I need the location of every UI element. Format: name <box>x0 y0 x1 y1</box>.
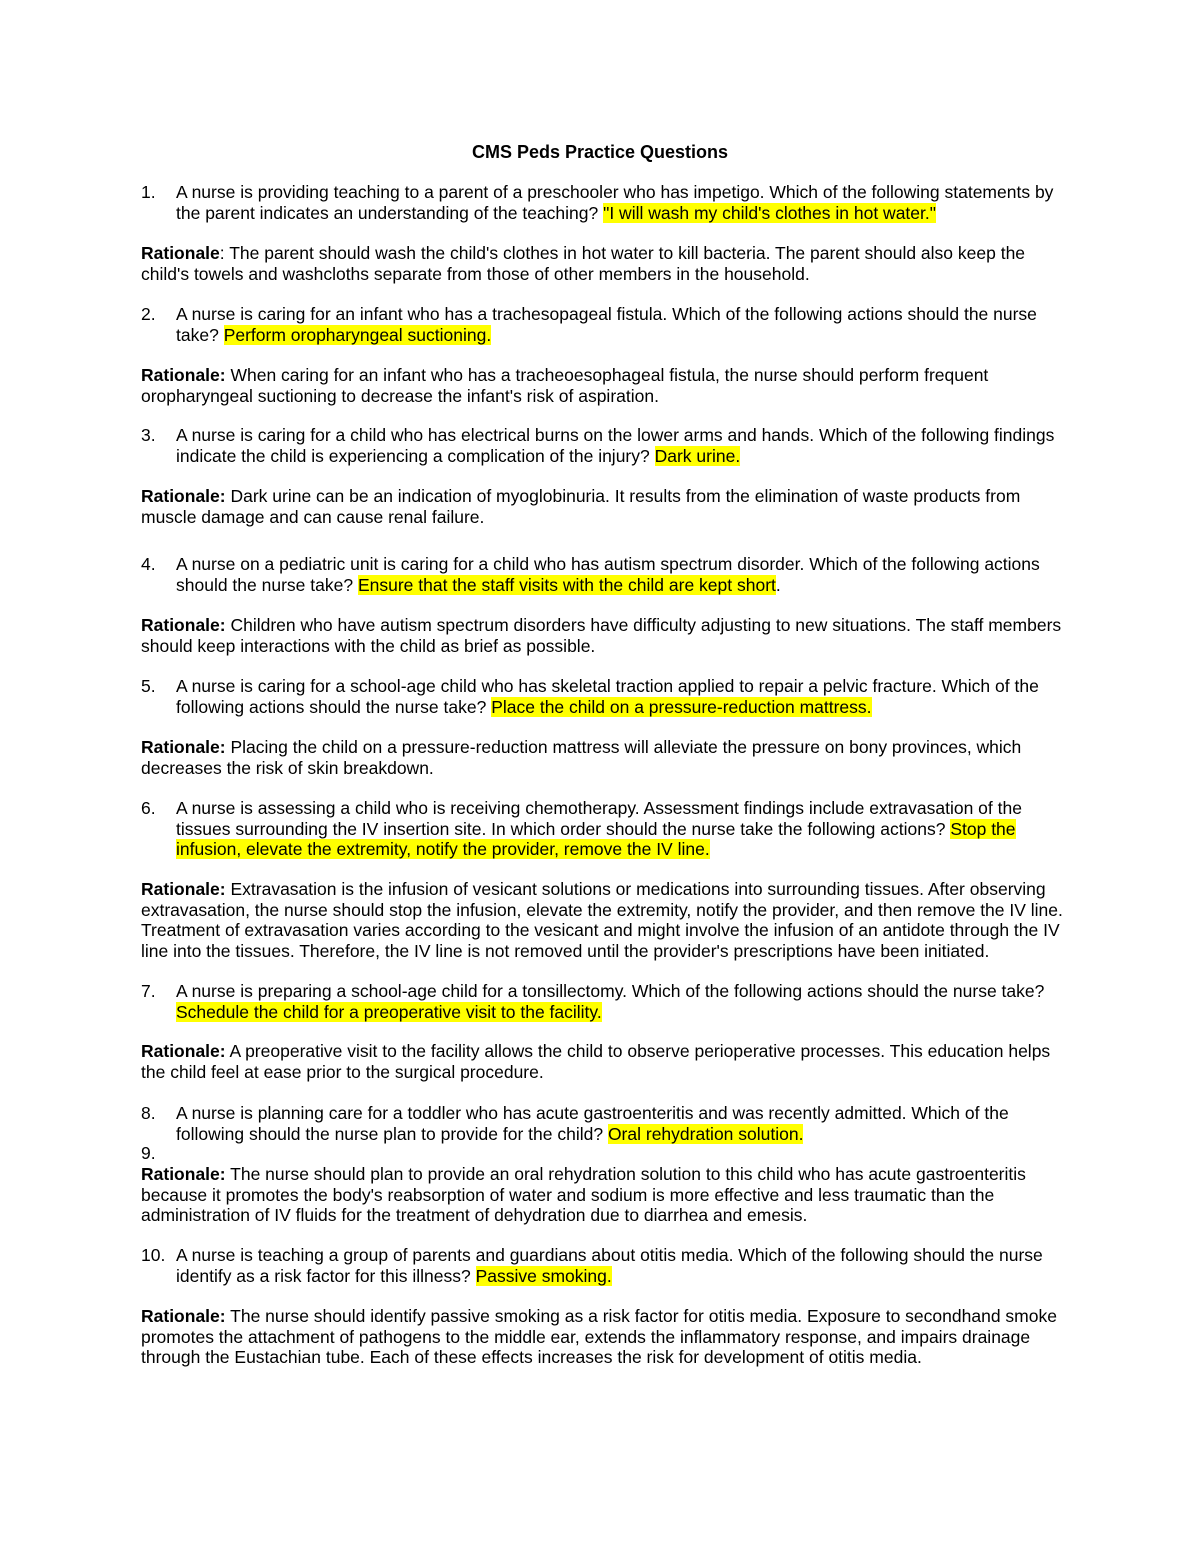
question-6 <box>141 798 1071 860</box>
rationale-label: Rationale: <box>141 737 226 757</box>
rationale-text: The nurse should identify passive smoking as a risk factor for otitis media. Exposure to secondhand smoke promotes the attachment of pathogens to the middle ear, extends the inflammatory response, and impairs drainage through the Eustachian tube. Each of these effects increases the risk for development of otitis media. <box>141 1306 1057 1367</box>
question-number: 4. <box>141 554 156 574</box>
answer-highlight: Place the child on a pressure-reduction mattress. <box>491 696 872 717</box>
rationale-text: Children who have autism spectrum disorders have difficulty adjusting to new situations. The staff members should keep interactions with the child as brief as possible. <box>141 615 1062 656</box>
rationale-label: Rationale: <box>141 1164 226 1184</box>
question-text: A nurse is providing teaching to a parent of a preschooler who has impetigo. Which of the following statements by the parent indicates an understanding of the teaching? <box>176 182 1054 223</box>
rationale-text: Placing the child on a pressure-reduction mattress will alleviate the pressure on bony provinces, which decreases the risk of skin breakdown. <box>141 737 1022 778</box>
question-number: 2. <box>141 304 156 324</box>
question-number: 8. <box>141 1103 156 1123</box>
answer-highlight: Schedule the child for a preoperative visit to the facility. <box>176 1001 602 1022</box>
rationale-1 <box>141 243 1066 284</box>
rationale-text: Extravasation is the infusion of vesicant solutions or medications into surrounding tissues. After observing extravasation, the nurse should stop the infusion, elevate the extremity, notify the provider, and then remove the IV line. Treatment of extravasation varies according to the vesicant and might involve the infusion of an antidote through the IV line into the tissues. Therefore, the IV line is not removed until the provider's prescriptions have been initiated. <box>141 879 1063 961</box>
empty-list-number: 9. <box>141 1143 156 1163</box>
answer-highlight: Stop the infusion, elevate the extremity, notify the provider, remove the IV line. <box>176 818 1016 859</box>
answer-highlight: Dark urine. <box>654 445 741 466</box>
rationale-label: Rationale: <box>141 879 226 899</box>
question-text: A nurse is caring for a child who has electrical burns on the lower arms and hands. Which of the following findings indicate the child is experiencing a complication of the injury? <box>176 425 1055 466</box>
rationale-4 <box>141 615 1066 656</box>
rationale-label: Rationale: <box>141 1041 226 1061</box>
answer-highlight: Oral rehydration solution. <box>607 1123 804 1144</box>
question-10 <box>141 1245 1071 1286</box>
rationale-text: Dark urine can be an indication of myoglobinuria. It results from the elimination of waste products from muscle damage and can cause renal failure. <box>141 486 1021 527</box>
question-1 <box>141 182 1071 223</box>
rationale-text: A preoperative visit to the facility allows the child to observe perioperative processes. This education helps the child feel at ease prior to the surgical procedure. <box>141 1041 1051 1082</box>
rationale-label: Rationale <box>141 243 220 263</box>
question-text: A nurse on a pediatric unit is caring for a child who has autism spectrum disorder. Which of the following actions should the nurse take? <box>176 554 1040 595</box>
answer-highlight: Passive smoking. <box>475 1265 612 1286</box>
question-text: A nurse is assessing a child who is receiving chemotherapy. Assessment findings include extravasation of the tissues surrounding the IV insertion site. In which order should the nurse take the following actions? <box>176 798 1022 839</box>
question-2 <box>141 304 1071 345</box>
question-3 <box>141 425 1071 466</box>
question-text: A nurse is preparing a school-age child for a tonsillectomy. Which of the following actions should the nurse take? <box>176 981 1045 1001</box>
rationale-2 <box>141 365 1066 406</box>
question-number: 7. <box>141 981 156 1001</box>
question-number: 6. <box>141 798 156 818</box>
answer-highlight: "I will wash my child's clothes in hot water." <box>603 202 936 223</box>
rationale-5 <box>141 737 1066 778</box>
rationale-8 <box>141 1164 1066 1226</box>
answer-trailing: . <box>775 574 781 595</box>
question-text: A nurse is planning care for a toddler who has acute gastroenteritis and was recently admitted. Which of the following should the nurse plan to provide for the child? <box>176 1103 1009 1144</box>
answer-highlight: Ensure that the staff visits with the child are kept short <box>357 574 776 595</box>
rationale-label: Rationale: <box>141 365 226 385</box>
question-5 <box>141 676 1071 717</box>
question-7 <box>141 981 1071 1022</box>
question-text: A nurse is caring for a school-age child who has skeletal traction applied to repair a pelvic fracture. Which of the following actions should the nurse take? <box>176 676 1039 717</box>
rationale-text: The nurse should plan to provide an oral rehydration solution to this child who has acute gastroenteritis because it promotes the body's reabsorption of water and sodium is more effective and less traumatic than the administration of IV fluids for the treatment of dehydration due to diarrhea and emesis. <box>141 1164 1026 1225</box>
rationale-text: : The parent should wash the child's clothes in hot water to kill bacteria. The parent should also keep the child's towels and washcloths separate from those of other members in the household. <box>141 243 1026 284</box>
question-number: 10. <box>141 1245 166 1265</box>
rationale-7 <box>141 1041 1066 1082</box>
page-title: CMS Peds Practice Questions <box>471 142 729 162</box>
rationale-label: Rationale: <box>141 486 226 506</box>
question-number: 3. <box>141 425 156 445</box>
answer-highlight: Perform oropharyngeal suctioning. <box>223 324 492 345</box>
rationale-label: Rationale: <box>141 1306 226 1326</box>
question-text: A nurse is teaching a group of parents and guardians about otitis media. Which of the following should the nurse identify as a risk factor for this illness? <box>176 1245 1043 1286</box>
rationale-text: When caring for an infant who has a tracheoesophageal fistula, the nurse should perform frequent oropharyngeal suctioning to decrease the infant's risk of aspiration. <box>141 365 989 406</box>
question-8 <box>141 1103 1071 1144</box>
question-4 <box>141 554 1071 595</box>
rationale-3 <box>141 486 1066 527</box>
rationale-label: Rationale: <box>141 615 226 635</box>
question-number: 5. <box>141 676 156 696</box>
question-number: 1. <box>141 182 156 202</box>
rationale-6 <box>141 879 1066 961</box>
question-text: A nurse is caring for an infant who has a trachesopageal fistula. Which of the following actions should the nurse take? <box>176 304 1037 345</box>
rationale-10 <box>141 1306 1066 1368</box>
